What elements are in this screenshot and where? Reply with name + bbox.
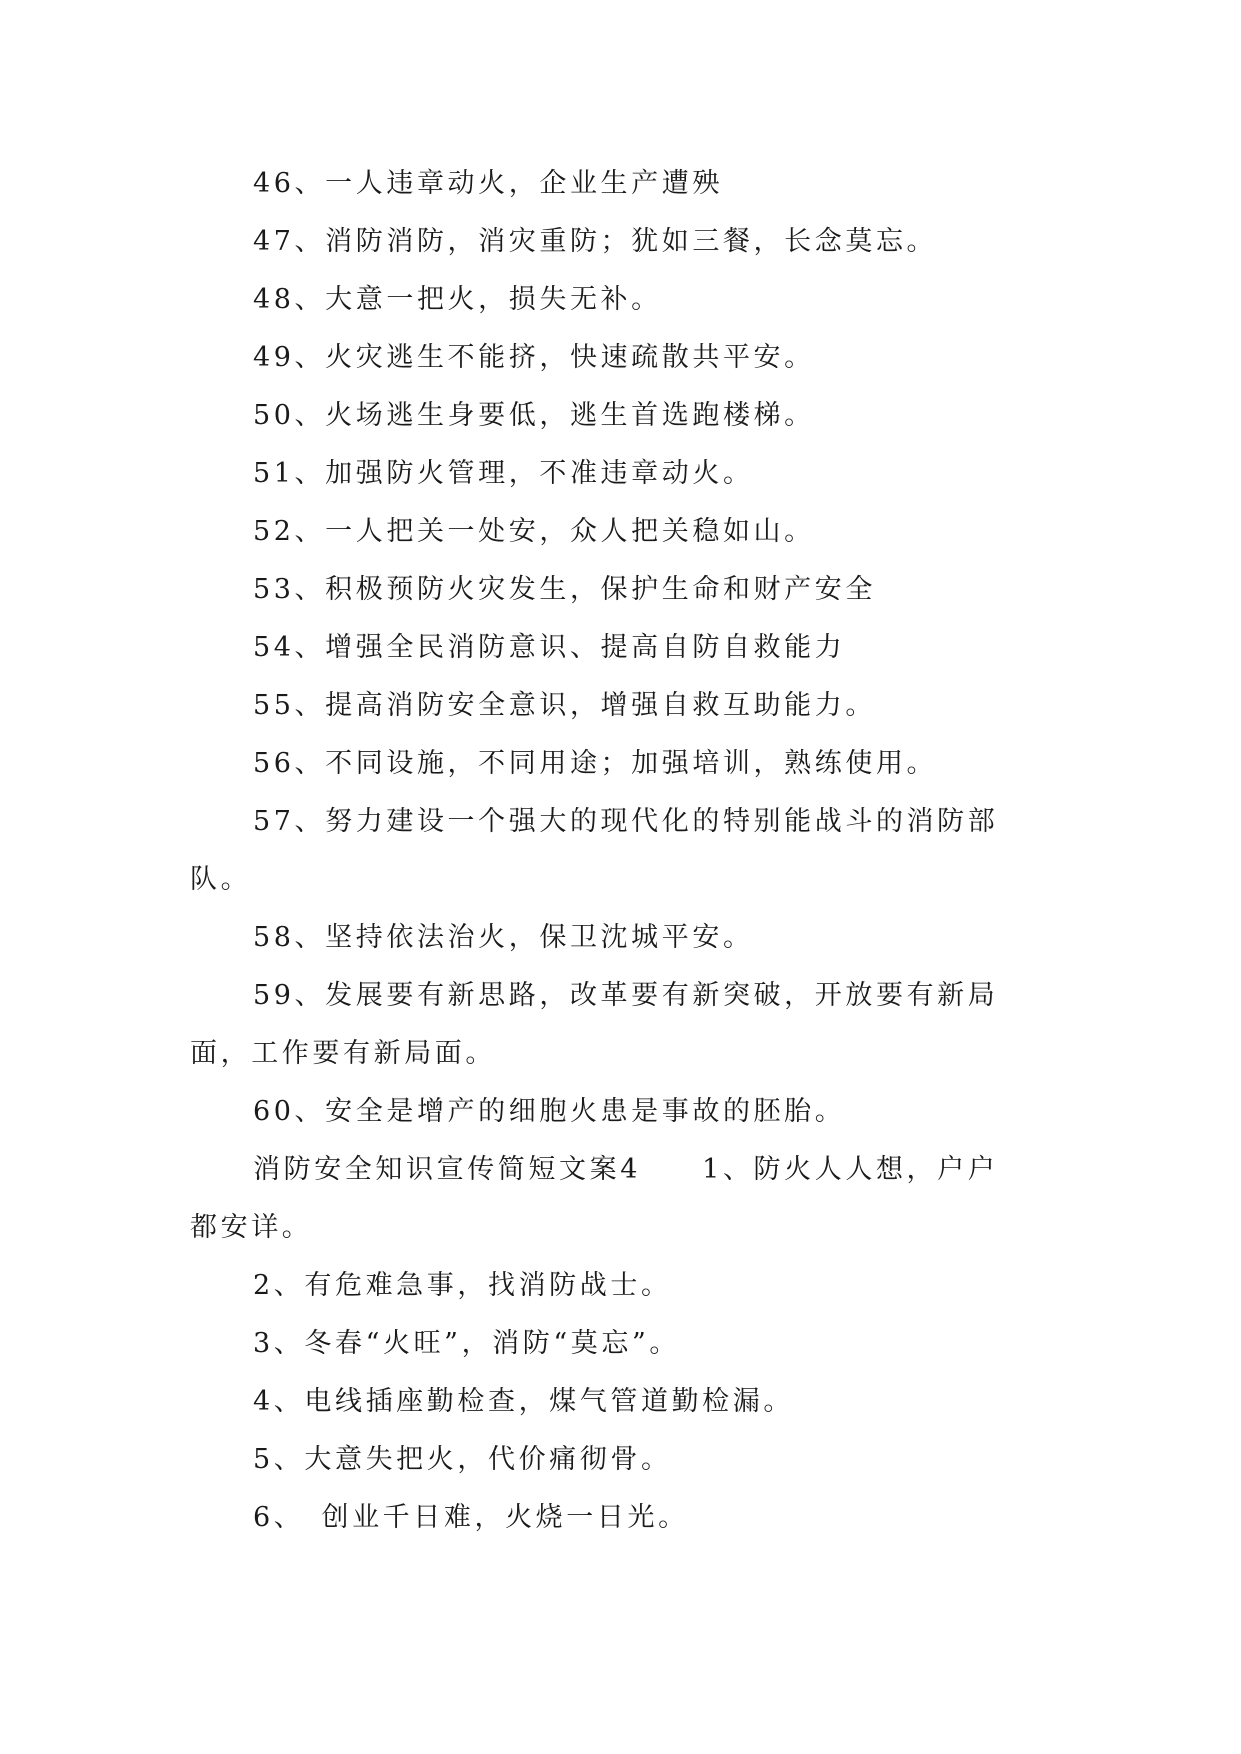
text-line-4: 4、电线插座勤检查，煤气管道勤检漏。 [253, 1386, 794, 1417]
text-line-48: 48、大意一把火，损失无补。 [253, 284, 662, 315]
text-line-56: 56、不同设施，不同用途；加强培训，熟练使用。 [253, 748, 938, 779]
text-line-51: 51、加强防火管理，不准违章动火。 [253, 458, 754, 489]
text-line-50: 50、火场逃生身要低，逃生首选跑楼梯。 [253, 400, 815, 431]
text-line-55: 55、提高消防安全意识，增强自救互助能力。 [253, 690, 876, 721]
section-heading-line: 消防安全知识宣传简短文案4 1、防火人人想，户户 [253, 1154, 999, 1185]
text-line-6: 6、 创业千日难，火烧一日光。 [253, 1502, 689, 1533]
text-line-53: 53、积极预防火灾发生，保护生命和财产安全 [253, 574, 876, 605]
text-line-49: 49、火灾逃生不能挤，快速疏散共平安。 [253, 342, 815, 373]
text-line-59-cont: 面，工作要有新局面。 [190, 1038, 496, 1069]
text-line-60: 60、安全是增产的细胞火患是事故的胚胎。 [253, 1096, 846, 1127]
text-line-3: 3、冬春“火旺”，消防“莫忘”。 [253, 1328, 680, 1359]
text-line-2: 2、有危难急事，找消防战士。 [253, 1270, 672, 1301]
text-line-57: 57、努力建设一个强大的现代化的特别能战斗的消防部 [253, 806, 999, 837]
text-line-46: 46、一人违章动火，企业生产遭殃 [253, 168, 723, 199]
text-line-57-cont: 队。 [190, 864, 252, 895]
text-line-59: 59、发展要有新思路，改革要有新突破，开放要有新局 [253, 980, 999, 1011]
text-line-58: 58、坚持依法治火，保卫沈城平安。 [253, 922, 754, 953]
text-line-52: 52、一人把关一处安，众人把关稳如山。 [253, 516, 815, 547]
section-heading-line-cont: 都安详。 [190, 1212, 313, 1243]
text-line-5: 5、大意失把火，代价痛彻骨。 [253, 1444, 672, 1475]
text-line-47: 47、消防消防，消灾重防；犹如三餐，长念莫忘。 [253, 226, 938, 257]
text-line-54: 54、增强全民消防意识、提高自防自救能力 [253, 632, 846, 663]
